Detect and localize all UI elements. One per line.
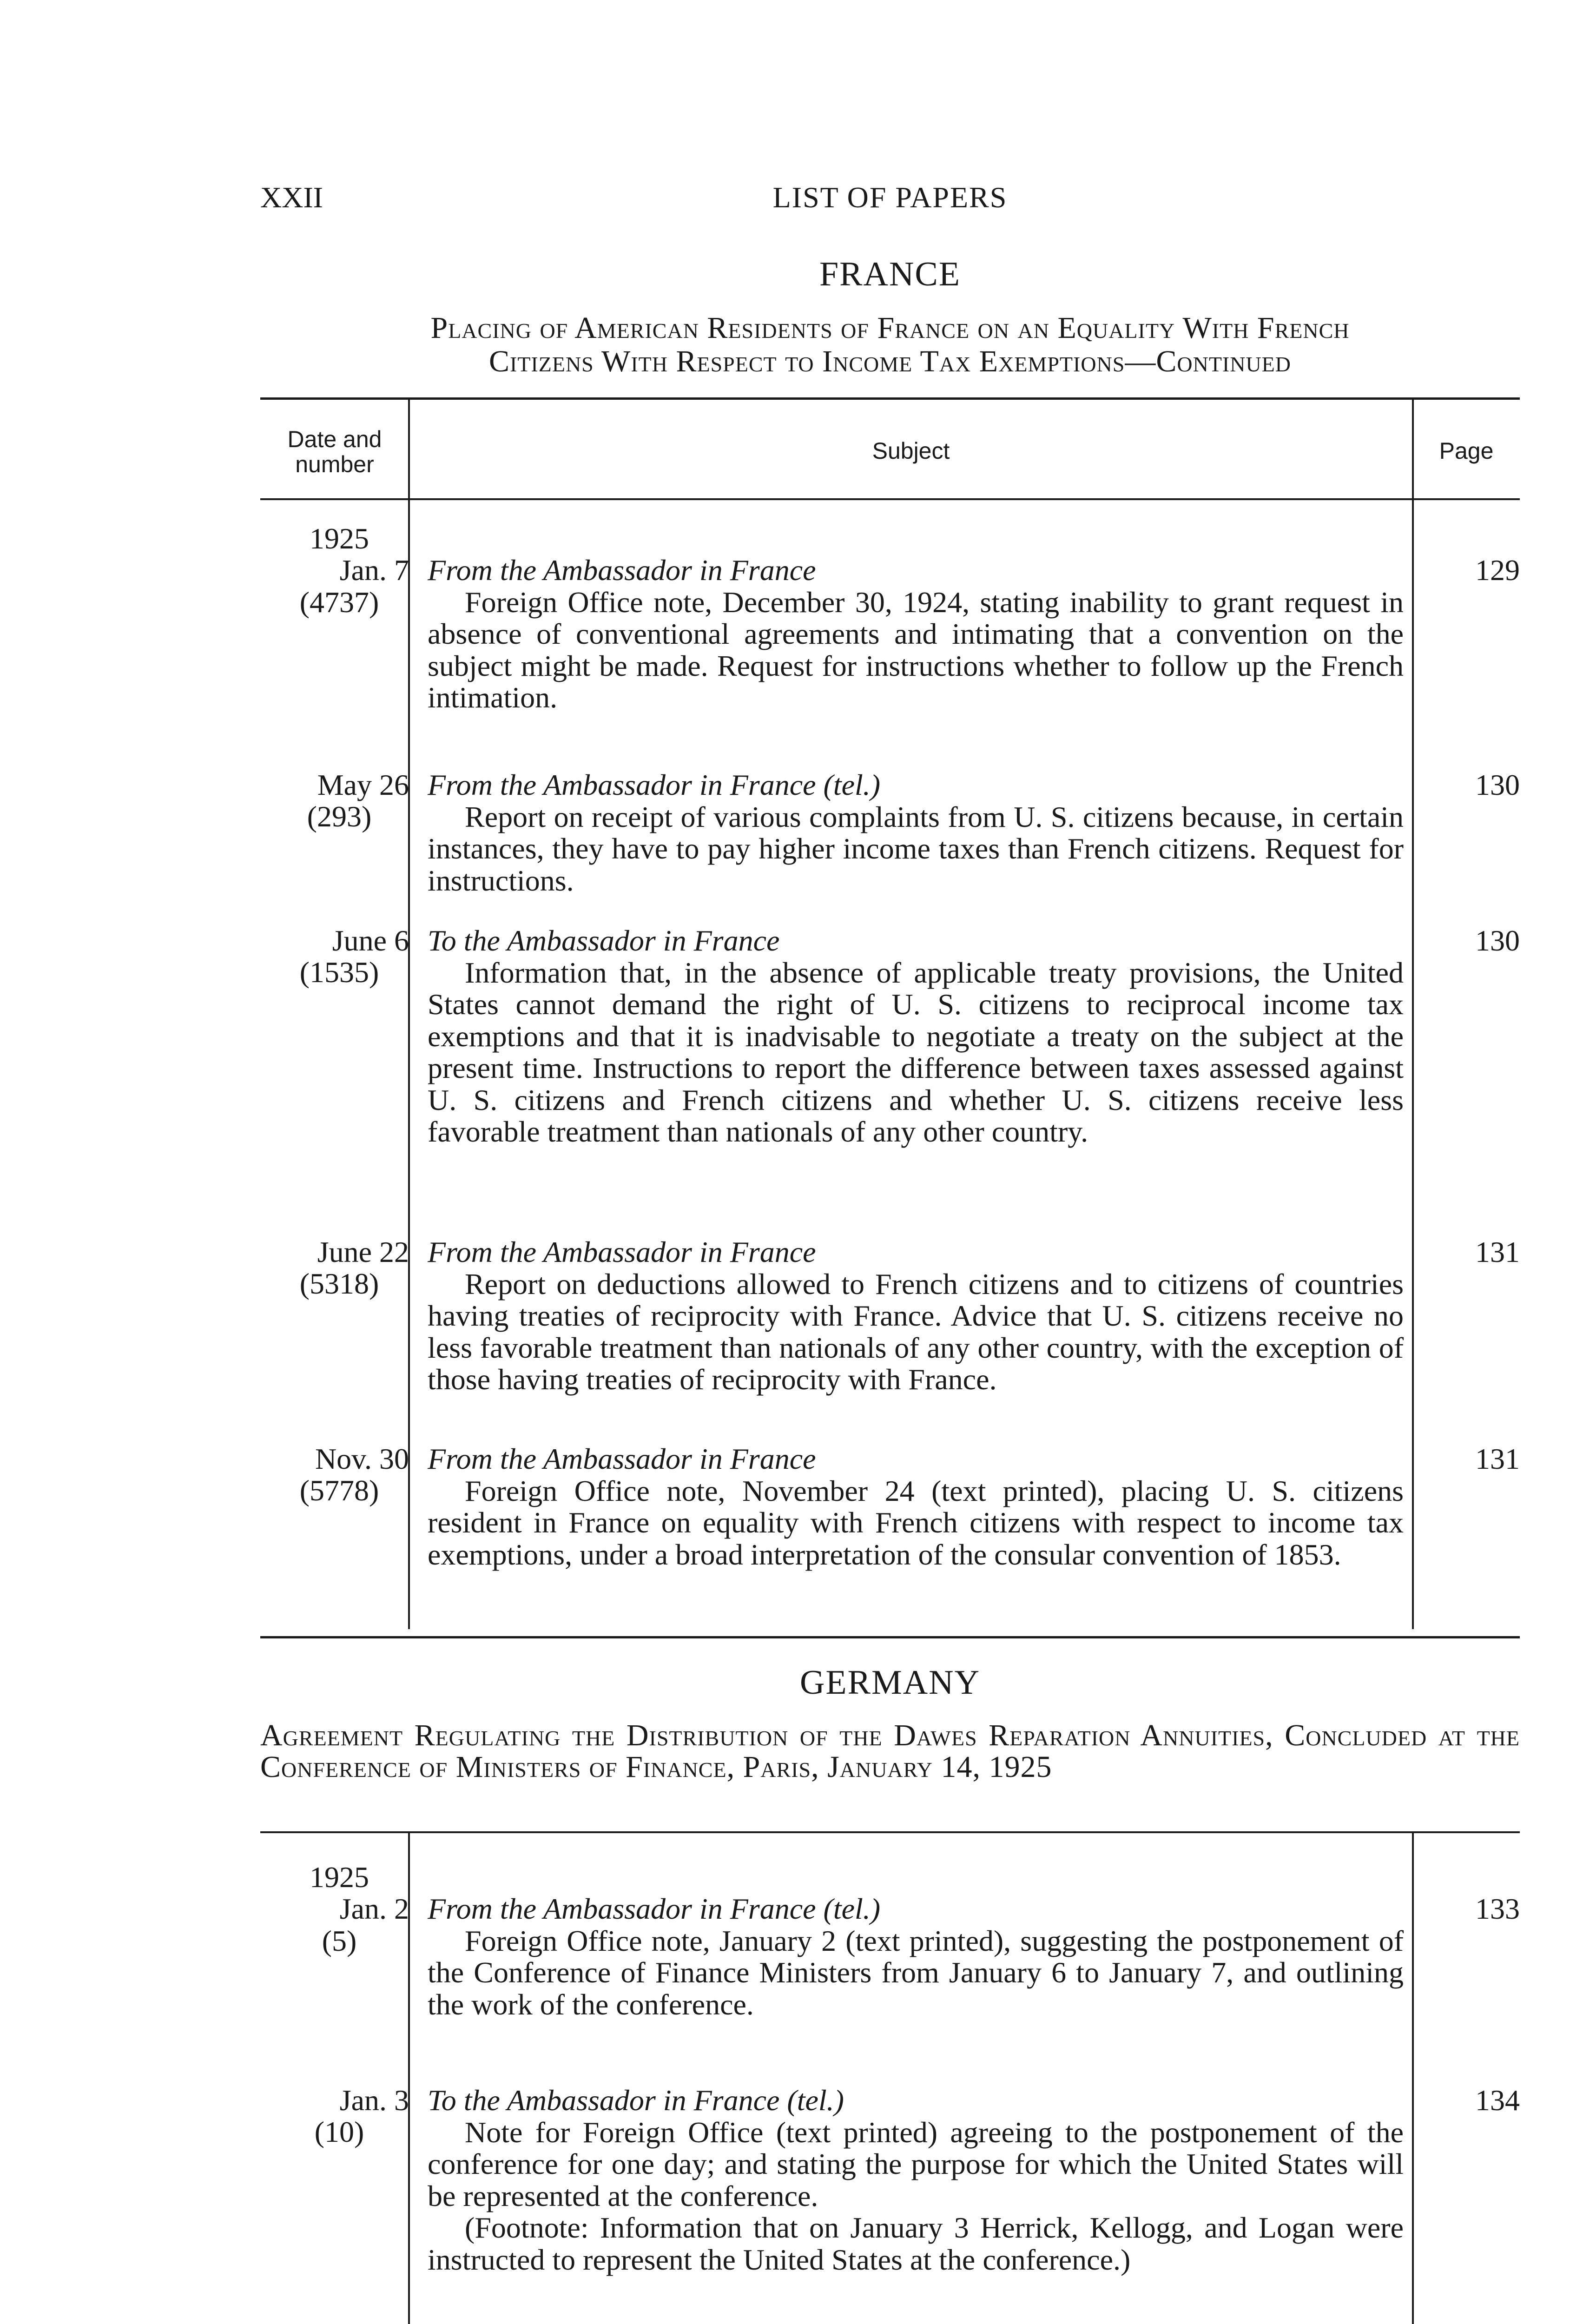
list-item [260,2085,1520,2324]
entry-subject [428,1236,1404,1396]
entry-from: From the Ambassador in France [428,554,816,587]
entry-text: Foreign Office note, January 2 (text printed), suggesting the postponement of the Conference of Finance Ministers from January 6 to January 7, and outlining the work of the conference. [428,1924,1404,2021]
entry-page: 130 [1475,924,1520,957]
entry-date: June 6 [332,924,409,957]
list-item [260,1443,1520,1620]
entry-page: 134 [1475,2084,1520,2117]
entry-from: From the Ambassador in France [428,1442,816,1475]
section-subtitle-france-line1: Placing of American Residents of France on an Equality With French [430,311,1350,345]
entry-page: 133 [1475,1892,1520,1925]
list-item [260,925,1520,1227]
entry-page: 131 [1475,1442,1520,1475]
entry-date: Nov. 30 [315,1442,409,1475]
list-item [260,1862,1520,2057]
entry-date: May 26 [317,768,409,801]
list-item [260,523,1520,783]
entry-number: (5) [322,1924,357,1957]
entry-text: Report on deductions allowed to French citizens and to citizens of countries having treaties of reciprocity with France. Advice that U. S. citizens receive no less favorable treatment than nationals of any other country, with the exception of those having treaties of reciprocity with France. [428,1267,1404,1396]
entry-page: 129 [1475,554,1520,587]
section-subtitle-france-line2: Citizens With Respect to Income Tax Exemptions—Continued [488,344,1291,378]
page-number-roman: XXII [260,181,323,214]
entry-year: 1925 [310,522,369,555]
section-subtitle-germany: Agreement Regulating the Distribution of the Dawes Reparation Annuities, Concluded at the Conference of Ministers of Finance, Paris, January 14, 1925 [260,1718,1520,1784]
france-table-bottom-rule [260,1636,1520,1638]
entry-text: Foreign Office note, December 30, 1924, stating inability to grant request in absence of conventional agreements and intimating that a convention on the subject might be made. Request for instructions whether to follow up the French intimation. [428,585,1404,714]
entry-number: (4737) [299,586,379,619]
column-header-page: Page [1439,438,1494,464]
entry-text: Report on receipt of various complaints from U. S. citizens because, in certain instances, they have to pay higher income taxes than French citizens. Request for instructions. [428,800,1404,897]
entry-date: Jan. 2 [339,1892,409,1925]
entry-subject [428,769,1404,897]
entry-number: (293) [307,800,372,833]
entry-number: (5318) [299,1267,379,1300]
entry-year: 1925 [310,1861,369,1894]
entry-page: 131 [1475,1235,1520,1268]
entry-subject [428,2085,1404,2276]
entry-text: Foreign Office note, November 24 (text printed), placing U. S. citizens resident in France on equality with French citizens with respect to income tax exemptions, under a broad interpretation of the consular convention of 1853. [428,1474,1404,1571]
section-title-france: FRANCE [819,255,961,293]
column-header-subject: Subject [872,438,950,464]
entry-page: 130 [1475,768,1520,801]
entry-subject [428,1893,1404,2020]
entry-from: From the Ambassador in France (tel.) [428,1892,881,1925]
running-head [260,179,1520,216]
entry-subject [428,1443,1404,1571]
list-item [260,1236,1520,1413]
entry-number: (10) [314,2115,364,2148]
entry-date: Jan. 7 [339,554,409,587]
entry-from: To the Ambassador in France (tel.) [428,2084,844,2117]
entry-from: From the Ambassador in France [428,1235,816,1268]
entry-from: To the Ambassador in France [428,924,780,957]
entry-subject [428,925,1404,1148]
column-header-date: Date and number [287,426,382,477]
germany-table-top-rule [260,1831,1520,1833]
table-top-rule [260,397,1520,400]
entry-number: (1535) [299,956,379,989]
running-title: LIST OF PAPERS [772,181,1008,214]
list-item [260,769,1520,909]
header-bottom-rule [260,498,1520,500]
entry-subject [428,555,1404,714]
entry-text: Information that, in the absence of applicable treaty provisions, the United States cannot demand the right of U. S. citizens to reciprocal income tax exemptions and that it is inadvisable to negotiate a treaty on the subject at the present time. Instructions to report the difference between taxes assessed against U. S. citizens and French citizens and whether U. S. citizens receive less favorable treatment than nationals of any other country. [428,956,1404,1148]
section-title-germany: GERMANY [799,1664,981,1702]
entry-date: Jan. 3 [339,2084,409,2117]
entry-number: (5778) [299,1474,379,1507]
entry-footnote: (Footnote: Information that on January 3 Herrick, Kellogg, and Logan were instructed to represent the United States at the conference.) [428,2211,1404,2276]
entry-date: June 22 [317,1235,409,1268]
entry-from: From the Ambassador in France (tel.) [428,768,881,801]
entry-text: Note for Foreign Office (text printed) agreeing to the postponement of the conference for one day; and stating the purpose for which the United States will be represented at the conference. [428,2115,1404,2212]
